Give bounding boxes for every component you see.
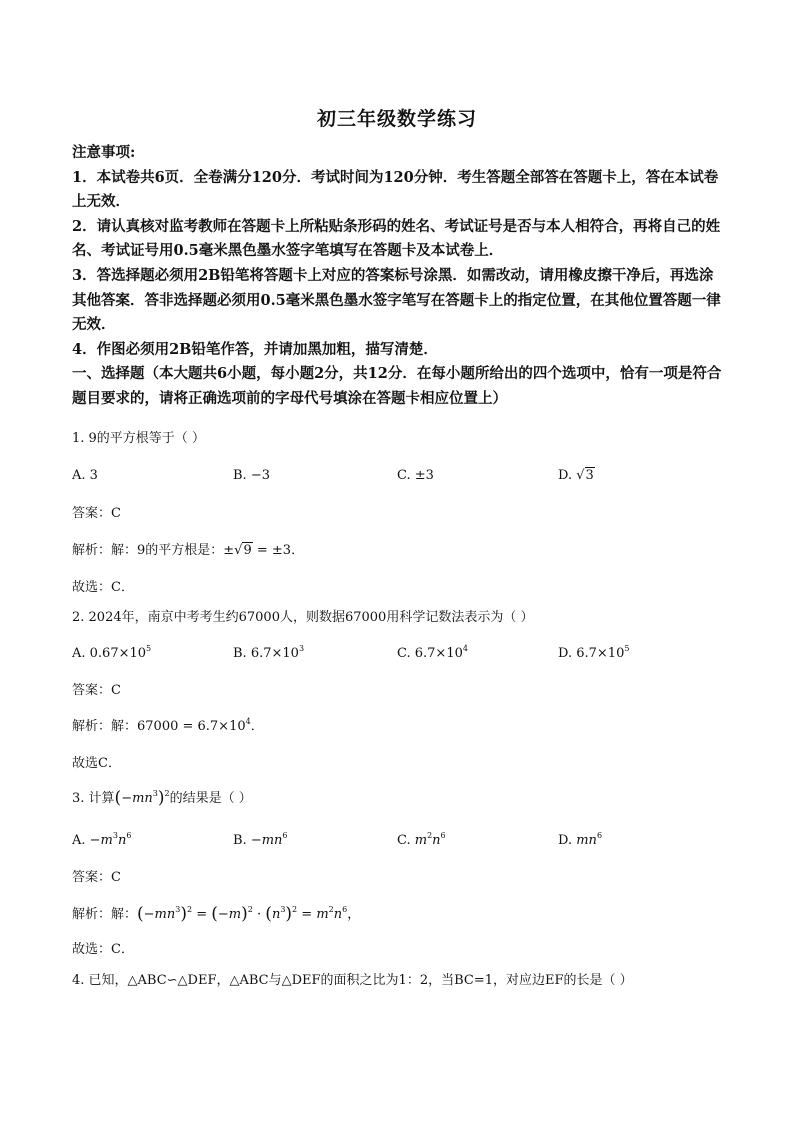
q2-option-b: B. $6.7\times 10^3$ xyxy=(233,644,305,661)
q3-analysis: 解析：解：$(-mn^3)^2 = (-m)^2 \cdot (n^3)^2 = m^2n^6$， xyxy=(72,904,361,924)
instruction-4: 4．作图必须用2B铅笔作答，并请加黑加粗，描写清楚． xyxy=(72,340,438,358)
instructions xyxy=(72,141,724,412)
instruction-1: 1．本试卷共6页．全卷满分120分．考试时间为120分钟．考生答题全部答在答题卡上，答在本试卷上无效． xyxy=(72,168,719,211)
q3-derivation: $(-mn^3)^2 = (-m)^2 \cdot (n^3)^2 = m^2n^6$， xyxy=(137,904,361,924)
instructions-heading: 注意事项: xyxy=(72,144,136,161)
q3-option-b: B. $-mn^6$ xyxy=(233,831,288,848)
instruction-2: 2．请认真核对监考教师在答题卡上所粘贴条形码的姓名、考试证号是否与本人相符合，再将自己的姓名、考试证号用0.5毫米黑色墨水签字笔填写在答题卡及本试卷上． xyxy=(72,217,721,260)
q1-options xyxy=(72,468,724,488)
q1-answer: 答案：C xyxy=(72,506,121,521)
q3-choose: 故选：C． xyxy=(72,942,134,957)
q3-options xyxy=(72,833,724,853)
sqrt-symbol: √ xyxy=(234,543,243,558)
section-heading: 一、选择题（本大题共6小题，每小题2分，共12分．在每小题所给出的四个选项中，恰有一项是符合题目要求的，请将正确选项前的字母代号填涂在答题卡相应位置上） xyxy=(72,365,722,407)
q3-answer: 答案：C xyxy=(72,870,121,885)
sqrt-symbol: √ xyxy=(576,468,585,483)
q3-stem: 3. 计算$(-mn^3)^2$的结果是（ ） xyxy=(72,788,252,808)
q1-analysis: 解析：解：9的平方根是：±√9 = ±3． xyxy=(72,543,305,558)
q3-option-c: C. $m^2n^6$ xyxy=(397,831,446,848)
q2-option-c: C. $6.7\times 10^4$ xyxy=(397,644,468,661)
q1-option-c: C. ±3 xyxy=(397,468,434,483)
page-title: 初三年级数学练习 xyxy=(316,108,477,130)
q2-answer: 答案：C xyxy=(72,683,121,698)
instruction-3: 3．答选择题必须用2B铅笔将答题卡上对应的答案标号涂黑．如需改动，请用橡皮擦干净后，再选涂其他答案．答非选择题必须用0.5毫米黑色墨水签字笔写在答题卡上的指定位置，在其他位置答题一律无效． xyxy=(72,266,721,334)
q1-option-d: D. √3 xyxy=(558,468,594,483)
q1-choose: 故选：C． xyxy=(72,580,134,595)
q3-option-d: D. $mn^6$ xyxy=(558,831,603,848)
q4-stem: 4. 已知，△ABC∽△DEF，△ABC与△DEF的面积之比为1：2，当BC=1，对应边EF的长是（ ） xyxy=(72,973,633,988)
q2-choose: 故选C． xyxy=(72,756,121,771)
q2-stem: 2. 2024年，南京中考考生约67000人，则数据67000用科学记数法表示为（ ） xyxy=(72,610,534,625)
q1-option-a: A. 3 xyxy=(72,468,98,483)
q3-option-a: A. $-m^3n^6$ xyxy=(72,831,132,848)
q2-analysis: 解析：解：$67000 = 6.7\times 10^4$． xyxy=(72,717,264,734)
q2-option-d: D. $6.7\times 10^5$ xyxy=(558,644,630,661)
q2-options xyxy=(72,646,724,666)
q1-option-b: B. −3 xyxy=(233,468,270,483)
q2-option-a: A. $0.67\times 10^5$ xyxy=(72,644,152,661)
q1-stem: 1. 9的平方根等于（ ） xyxy=(72,431,205,446)
q3-expression: $(-mn^3)^2$ xyxy=(114,788,170,808)
